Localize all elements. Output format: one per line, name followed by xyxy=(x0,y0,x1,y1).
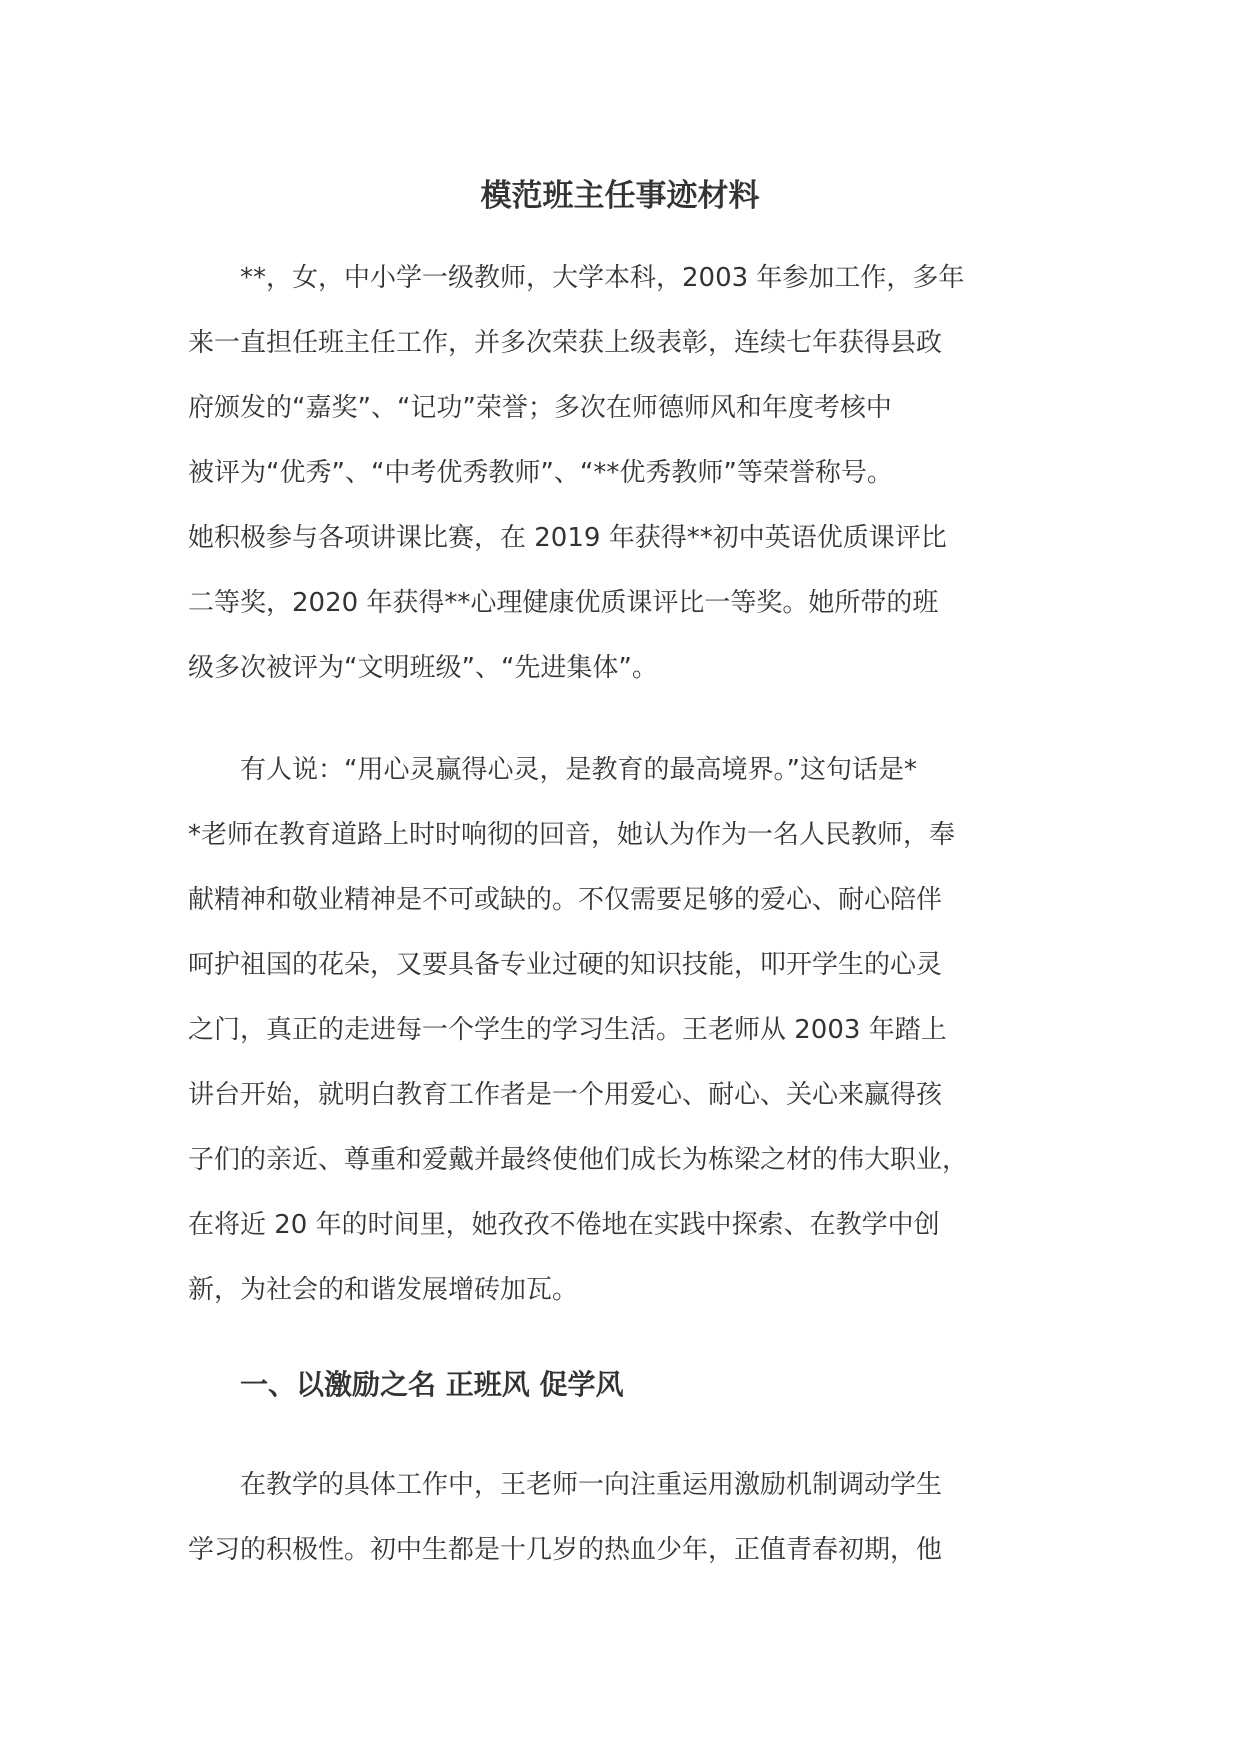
document-title: 模范班主任事迹材料 xyxy=(480,178,760,214)
section-heading: 一、以激励之名 正班风 促学风 xyxy=(240,1368,624,1401)
paragraph-line: 二等奖，2020 年获得**心理健康优质课评比一等奖。她所带的班 xyxy=(188,588,939,618)
paragraph-line: **，女，中小学一级教师，大学本科，2003 年参加工作，多年 xyxy=(240,263,965,293)
paragraph-line: 有人说：“用心灵赢得心灵，是教育的最高境界。”这句话是* xyxy=(240,755,917,785)
paragraph-line: 呵护祖国的花朵，又要具备专业过硬的知识技能，叩开学生的心灵 xyxy=(188,950,943,980)
paragraph-line: 被评为“优秀”、“中考优秀教师”、“**优秀教师”等荣誉称号。 xyxy=(188,458,893,488)
paragraph-line: 在将近 20 年的时间里，她孜孜不倦地在实践中探索、在教学中创 xyxy=(188,1210,940,1240)
paragraph-line: 来一直担任班主任工作，并多次荣获上级表彰，连续七年获得县政 xyxy=(188,328,943,358)
paragraph-line: 在教学的具体工作中，王老师一向注重运用激励机制调动学生 xyxy=(240,1470,943,1500)
paragraph-line: 之门，真正的走进每一个学生的学习生活。王老师从 2003 年踏上 xyxy=(188,1015,947,1045)
paragraph-section1 xyxy=(188,1453,1068,1583)
paragraph-line: *老师在教育道路上时时响彻的回音，她认为作为一名人民教师，奉 xyxy=(188,820,956,850)
paragraph-line: 府颁发的“嘉奖”、“记功”荣誉；多次在师德师风和年度考核中 xyxy=(188,393,892,423)
paragraph-line: 她积极参与各项讲课比赛，在 2019 年获得**初中英语优质课评比 xyxy=(188,523,947,553)
paragraph-line: 献精神和敬业精神是不可或缺的。不仅需要足够的爱心、耐心陪伴 xyxy=(188,885,943,915)
paragraph-philosophy xyxy=(188,738,1068,1323)
paragraph-line: 讲台开始，就明白教育工作者是一个用爱心、耐心、关心来赢得孩 xyxy=(188,1080,943,1110)
paragraph-intro xyxy=(188,246,1068,701)
paragraph-line: 子们的亲近、尊重和爱戴并最终使他们成长为栋梁之材的伟大职业， xyxy=(188,1145,969,1175)
paragraph-line: 级多次被评为“文明班级”、“先进集体”。 xyxy=(188,653,658,683)
paragraph-line: 新，为社会的和谐发展增砖加瓦。 xyxy=(188,1275,579,1305)
paragraph-line: 学习的积极性。初中生都是十几岁的热血少年，正值青春初期，他 xyxy=(188,1535,943,1565)
